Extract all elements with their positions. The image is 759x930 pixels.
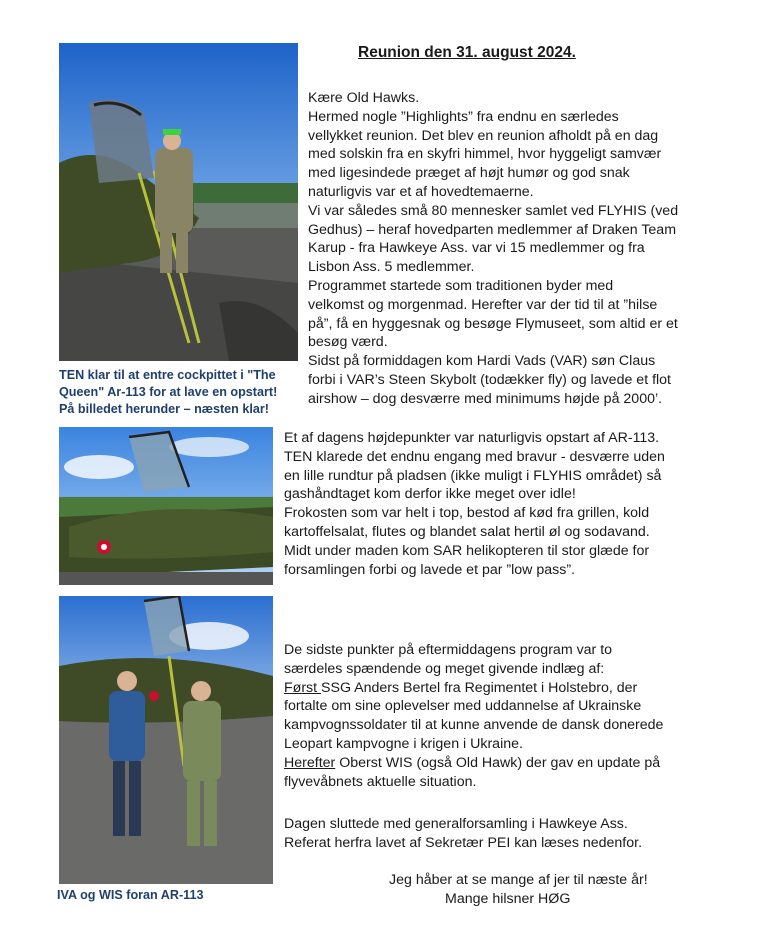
- caption-cockpit: TEN klar til at entre cockpittet i "The Queen" Ar-113 for at lave en opstart! På billedet herunder – næsten klar!: [59, 368, 278, 416]
- photo-pilot-cockpit: [59, 43, 298, 361]
- closing-text: Dagen sluttede med generalforsamling i Hawkeye Ass. Referat herfra lavet af Sekretær PEI kan læses nedenfor.: [284, 816, 643, 851]
- photo-iva-wis: [59, 596, 273, 884]
- signoff: Jeg håber at se mange af jer til næste år! Mange hilsner HØG: [389, 872, 648, 907]
- afternoon-text: De sidste punkter på eftermiddagens program var to særdeles spændende og meget givende indlæg af: Først SSG Anders Bertel fra Regimentet i Holstebro, der fortalte om sine oplevelser med uddannelse af Ukrainske kampvognssoldater til at kunne anvende de dansk donerede Leopart kampvogne i krigen i Ukraine. Herefter Oberst WIS (også Old Hawk) der gav en update på flyvevåbnets aktuelle situation.: [284, 642, 664, 790]
- startup-text: Et af dagens højdepunkter var naturligvis opstart af AR-113. TEN klarede det endnu engang med bravur - desværre uden en lille rundtur på pladsen (ikke muligt i FLYHIS området) så gashåndtaget kom derfor ikke meget over idle! Frokosten som var helt i top, bestod af kød fra grillen, kold kartoffelsalat, flutes og blandet salat hertil øl og sodavand. Midt under maden kom SAR helikopteren til stor glæde for forsamlingen forbi og lavede et par ”low pass”.: [284, 430, 665, 578]
- intro-text: Kære Old Hawks. Hermed nogle ”Highlights” fra endnu en særledes vellykket reunion. Det blev en reunion afholdt på en dag med solskin fra en skyfri himmel, hvor hyggeligt samvær med ligesindede præget af højt humør og god snak naturligvis var et af hovedtemaerne. Vi var således små 80 mennesker samlet ved FLYHIS (ved Gedhus) – heraf hovedparten medlemmer af Draken Team Karup - fra Hawkeye Ass. var vi 15 medlemmer og fra Lisbon Ass. 5 medlemmer. Programmet startede som traditionen byder med velkomst og morgenmad. Herefter var der tid til at ”hilse på”, få en hyggesnak og besøge Flymuseet, som altid er et besøg værd. Sidst på formiddagen kom Hardi Vads (VAR) søn Claus forbi i VAR’s Steen Skybolt (todækker fly) og lavede et flot airshow – dog desværre med minimums højde på 2000’.: [308, 90, 679, 407]
- first-label: Først: [284, 679, 322, 696]
- photo-jet-startup: [59, 427, 273, 585]
- then-label: Herefter: [284, 754, 336, 771]
- caption-iva-wis: IVA og WIS foran AR-113: [57, 888, 204, 902]
- page-title: Reunion den 31. august 2024.: [358, 44, 576, 61]
